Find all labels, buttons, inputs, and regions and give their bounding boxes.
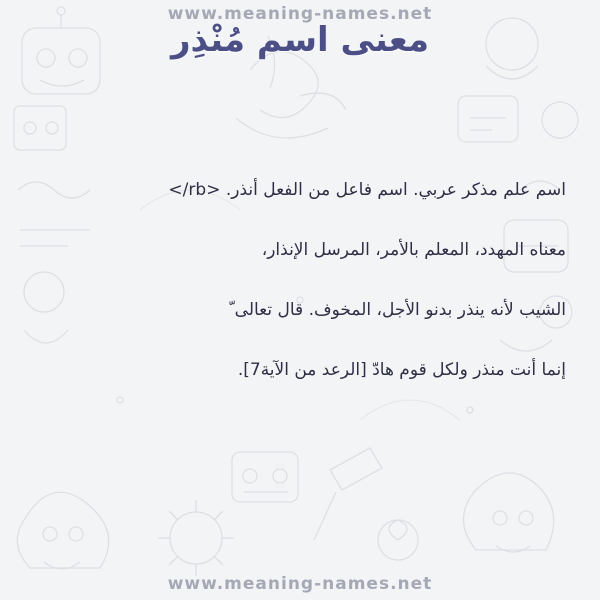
text-line: معناه المهدد، المعلم بالأمر، المرسل الإنذار، [261,240,566,260]
watermark-bottom: www.meaning-names.net [167,574,433,594]
text-line: إنما أنت منذر ولكل قوم هادّ [الرعد من الآية7]. [237,360,566,380]
watermark-top: www.meaning-names.net [167,4,433,24]
meaning-text [34,160,566,400]
text-line: الشيب لأنه ينذر بدنو الأجل، المخوف. قال تعالى ّ [229,300,566,320]
page-title: معنى اسم مُنْذِر [170,20,430,60]
text-line: اسم علم مذكر عربي. اسم فاعل من الفعل أنذر. <rb/> [168,180,566,200]
